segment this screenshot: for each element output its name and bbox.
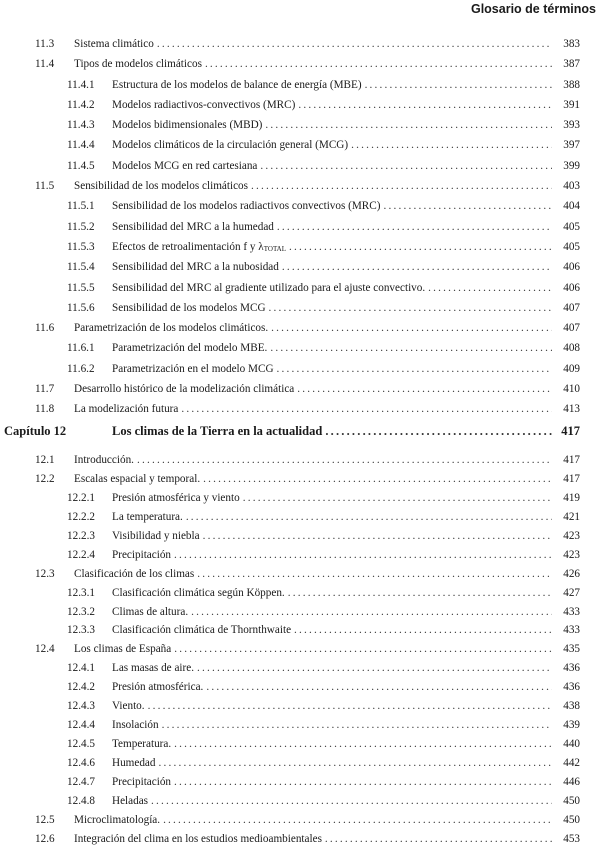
leader-dots (181, 403, 552, 415)
entry-title (112, 492, 240, 504)
entry-title-text: Modelos radiactivos-convectivos (MRC) (112, 98, 296, 111)
entry-title-text: Tipos de modelos climáticos (74, 58, 202, 71)
entry-page: 435 (563, 643, 580, 656)
entry-title-text: Parametrización de los modelos climáticos. (74, 322, 269, 335)
entry-number: 12.4.1 (67, 662, 95, 675)
entry-page: 410 (563, 383, 580, 396)
entry-number: 11.4.5 (67, 159, 95, 172)
leader-dots (277, 221, 552, 233)
entry-title (112, 795, 148, 807)
leader-dots (243, 492, 552, 504)
chapter-number: Capítulo 12 (4, 424, 67, 438)
toc-entry[interactable] (0, 719, 600, 738)
entry-page: 433 (563, 605, 580, 618)
entry-title (112, 606, 188, 618)
entry-page: 440 (563, 738, 580, 751)
entry-title-text: Sensibilidad de los modelos radiactivos convectivos (MRC) (112, 200, 381, 213)
entry-page: 426 (563, 567, 580, 580)
entry-title-text: Climas de altura. (112, 605, 189, 618)
leader-dots (383, 200, 552, 212)
entry-page: 403 (563, 180, 580, 193)
entry-title (112, 757, 156, 769)
entry-number: 11.6.1 (67, 342, 95, 355)
chapter-title: Los climas de la Tierra en la actualidad (112, 424, 323, 438)
entry-number: 12.2.2 (67, 510, 95, 523)
entry-page: 450 (563, 794, 580, 807)
entry-title (74, 403, 178, 415)
toc-entry[interactable] (0, 342, 600, 362)
entry-title (112, 282, 425, 294)
entry-page: 405 (563, 220, 580, 233)
leader-dots (197, 568, 552, 580)
entry-title (112, 139, 348, 151)
toc-entry[interactable] (0, 795, 600, 814)
entry-page: 409 (563, 362, 580, 375)
leader-dots (271, 322, 552, 334)
entry-page: 404 (563, 200, 580, 213)
entry-number: 11.8 (35, 403, 55, 416)
toc-entry[interactable] (0, 511, 600, 530)
toc-entry[interactable] (0, 99, 600, 119)
entry-page: 436 (563, 662, 580, 675)
entry-title (74, 322, 268, 334)
entry-title (74, 643, 171, 655)
entry-title-text: Modelos MCG en red cartesiana (112, 159, 258, 172)
entry-title-text: Clasificación climática según Köppen. (112, 586, 285, 599)
entry-title (74, 568, 194, 580)
entry-title (112, 530, 200, 542)
entry-title (74, 814, 160, 826)
toc-entry[interactable] (0, 403, 600, 423)
entry-page: 446 (563, 775, 580, 788)
entry-number: 11.7 (35, 383, 55, 396)
entry-number: 12.2 (35, 472, 55, 485)
entry-title (112, 342, 267, 354)
entry-number: 12.4.6 (67, 757, 95, 769)
entry-title-text: Sistema climático (74, 38, 154, 50)
entry-page: 405 (563, 240, 580, 253)
entry-page: 450 (563, 813, 580, 826)
entry-title-text: La modelización futura (74, 403, 179, 416)
leader-dots (251, 180, 552, 192)
toc-entry[interactable] (0, 282, 600, 302)
entry-title (74, 454, 134, 466)
entry-number: 12.4.5 (67, 738, 95, 751)
entry-title-text: Heladas (112, 794, 149, 807)
leader-dots (206, 681, 552, 693)
toc-entry[interactable] (0, 363, 600, 383)
entry-title (112, 302, 266, 314)
entry-number: 12.4.8 (67, 794, 95, 807)
leader-dots (137, 454, 552, 466)
entry-title-text: Presión atmosférica. (112, 681, 204, 694)
entry-title-text: Sensibilidad del MRC al gradiente utilizado para el ajuste convectivo. (112, 281, 426, 294)
entry-number: 12.5 (35, 813, 55, 826)
toc-entry[interactable] (0, 261, 600, 281)
entry-page: 436 (563, 681, 580, 694)
entry-number: 11.5.4 (67, 261, 95, 274)
entry-page: 407 (563, 301, 580, 314)
entry-title-text: Las masas de aire. (112, 662, 195, 675)
entry-number: 11.6.2 (67, 362, 95, 375)
toc-entry[interactable] (0, 119, 600, 139)
toc-entry[interactable] (0, 79, 600, 99)
entry-number: 11.4 (35, 58, 55, 71)
entry-number: 12.6 (35, 832, 55, 845)
entry-page: 406 (563, 281, 580, 294)
leader-dots (428, 282, 552, 294)
toc-entry[interactable] (0, 587, 600, 606)
entry-page: 423 (563, 529, 580, 542)
entry-number: 11.4.2 (67, 98, 95, 111)
entry-title (112, 719, 159, 731)
entry-page: 433 (563, 624, 580, 637)
entry-title (112, 511, 183, 523)
leader-dots (174, 643, 552, 655)
toc-section-11 (0, 38, 600, 424)
entry-title (112, 79, 362, 91)
entry-number: 11.4.3 (67, 119, 95, 132)
entry-title-text: Efectos de retroalimentación f y λ (112, 240, 264, 253)
entry-title-text: Sensibilidad de los modelos climáticos (74, 180, 249, 193)
leader-dots (186, 511, 552, 523)
running-header: Glosario de términos (470, 2, 596, 16)
entry-page: 439 (563, 719, 580, 732)
toc-entry[interactable] (0, 139, 600, 159)
leader-dots (203, 530, 552, 542)
entry-number: 12.2.3 (67, 529, 95, 542)
entry-title-text: Desarrollo histórico de la modelización climática (74, 383, 295, 396)
toc-entry[interactable] (0, 606, 600, 625)
entry-title (112, 587, 285, 599)
entry-title (112, 738, 171, 750)
entry-title (74, 180, 248, 192)
entry-number: 12.4.3 (67, 700, 95, 713)
entry-page: 408 (563, 342, 580, 355)
leader-dots (148, 700, 552, 712)
toc-entry[interactable] (0, 38, 600, 58)
toc-entry[interactable] (0, 549, 600, 568)
entry-number: 12.4.4 (67, 719, 95, 732)
entry-title-text: Modelos bidimensionales (MBD) (112, 119, 263, 132)
entry-title-text: Parametrización en el modelo MCG (112, 362, 274, 375)
entry-number: 12.4 (35, 643, 55, 656)
entry-title-text: Visibilidad y niebla (112, 529, 200, 542)
leader-dots (191, 606, 552, 618)
entry-title (74, 383, 294, 395)
leader-dots (159, 757, 553, 769)
leader-dots (269, 302, 552, 314)
entry-title (74, 833, 322, 845)
entry-page: 407 (563, 322, 580, 335)
toc-entry[interactable] (0, 776, 600, 795)
entry-number: 11.5.1 (67, 200, 95, 213)
toc-entry[interactable] (0, 383, 600, 403)
entry-number: 12.4.7 (67, 775, 95, 788)
entry-title-text: Modelos climáticos de la circulación general (MCG) (112, 139, 349, 152)
entry-title (112, 549, 171, 561)
leader-dots (265, 119, 552, 131)
entry-title (112, 99, 295, 111)
entry-title-text: La temperatura. (112, 510, 183, 523)
toc-entry[interactable] (0, 700, 600, 719)
entry-title-text: Precipitación (112, 775, 172, 788)
leader-dots (163, 814, 552, 826)
toc-entry[interactable] (0, 814, 600, 833)
leader-dots (351, 139, 552, 151)
entry-number: 11.5.2 (67, 220, 95, 233)
leader-dots (203, 473, 552, 485)
entry-page: 417 (563, 472, 580, 485)
entry-number: 11.5.5 (67, 281, 95, 294)
toc-entry[interactable] (0, 681, 600, 700)
entry-number: 11.5.3 (67, 240, 95, 253)
entry-page: 423 (563, 548, 580, 561)
entry-title-text: Presión atmosférica y viento (112, 491, 240, 504)
entry-title (112, 700, 145, 712)
leader-dots (325, 833, 552, 845)
entry-number: 12.3.1 (67, 586, 95, 599)
entry-title (112, 261, 279, 273)
leader-dots (205, 58, 552, 70)
leader-dots (162, 719, 552, 731)
entry-page: 406 (563, 261, 580, 274)
entry-page: 391 (563, 98, 580, 111)
toc-entry[interactable] (0, 738, 600, 757)
entry-title (74, 473, 200, 485)
leader-dots (270, 342, 552, 354)
entry-page: 387 (563, 58, 580, 71)
leader-dots (289, 241, 552, 253)
entry-number: 11.6 (35, 322, 55, 335)
toc-entry[interactable] (0, 568, 600, 587)
leader-dots (174, 549, 552, 561)
entry-title (112, 624, 291, 636)
entry-title-text: Sensibilidad de los modelos MCG (112, 301, 266, 314)
toc-section-12 (0, 454, 600, 852)
entry-title-text: Humedad (112, 757, 156, 769)
entry-page: 421 (563, 510, 580, 523)
leader-dots (277, 363, 552, 375)
entry-title-text: Viento. (112, 700, 145, 713)
toc-entry[interactable] (0, 454, 600, 473)
toc-entry[interactable] (0, 492, 600, 511)
entry-title-text: Los climas de España (74, 643, 172, 656)
toc-entry[interactable] (0, 221, 600, 241)
chapter-page: 417 (561, 424, 580, 438)
toc-entry[interactable] (0, 643, 600, 662)
entry-number: 12.4.2 (67, 681, 95, 694)
toc-entry[interactable] (0, 624, 600, 643)
entry-page: 438 (563, 700, 580, 713)
toc-entry[interactable] (0, 302, 600, 322)
entry-number: 12.3.2 (67, 605, 95, 618)
entry-number: 12.3 (35, 567, 55, 580)
leader-dots (297, 383, 552, 395)
entry-title-text: Sensibilidad del MRC a la nubosidad (112, 261, 279, 274)
toc-entry[interactable] (0, 757, 600, 776)
toc-entry[interactable] (0, 473, 600, 492)
entry-title (112, 241, 286, 253)
entry-number: 11.4.4 (67, 139, 95, 152)
leader-dots (282, 261, 552, 273)
leader-dots (288, 587, 552, 599)
leader-dots (260, 160, 552, 172)
entry-title-text: Introducción. (74, 454, 134, 466)
toc-entry[interactable] (0, 180, 600, 200)
leader-dots (174, 776, 552, 788)
entry-title-text: Integración del clima en los estudios medioambientales (74, 832, 322, 845)
subscript: TOTAL (263, 244, 286, 253)
entry-number: 12.2.1 (67, 491, 95, 504)
leader-dots (197, 662, 552, 674)
entry-number: 11.4.1 (67, 78, 95, 91)
leader-dots (298, 99, 552, 111)
entry-number: 11.5.6 (67, 301, 95, 314)
entry-page: 397 (563, 139, 580, 152)
entry-page: 453 (563, 832, 580, 845)
entry-title-text: Sensibilidad del MRC a la humedad (112, 220, 274, 233)
entry-title-text: Estructura de los modelos de balance de energía (MBE) (112, 78, 362, 91)
entry-page: 399 (563, 159, 580, 172)
leader-dots (157, 38, 552, 50)
entry-title-text: Temperatura. (112, 738, 172, 751)
entry-title-text: Parametrización del modelo MBE. (112, 342, 268, 355)
entry-number: 11.3 (35, 38, 55, 50)
leader-dots (151, 795, 552, 807)
toc-entry[interactable] (0, 241, 600, 261)
entry-title-text: Escalas espacial y temporal. (74, 472, 201, 485)
entry-number: 12.3.3 (67, 624, 95, 637)
toc-entry[interactable] (0, 833, 600, 852)
toc-entry[interactable] (0, 662, 600, 681)
entry-page: 442 (563, 757, 580, 769)
entry-title (112, 662, 194, 674)
entry-number: 11.5 (35, 180, 55, 193)
toc-entry[interactable] (0, 160, 600, 180)
entry-page: 413 (563, 403, 580, 416)
entry-page: 427 (563, 586, 580, 599)
toc-entry[interactable] (0, 530, 600, 549)
entry-title (112, 221, 274, 233)
entry-page: 383 (563, 38, 580, 50)
entry-page: 393 (563, 119, 580, 132)
entry-title (112, 776, 171, 788)
entry-page: 417 (563, 454, 580, 466)
entry-title (112, 363, 274, 375)
toc-entry[interactable] (0, 58, 600, 78)
entry-title-text: Microclimatología. (74, 813, 161, 826)
entry-number: 12.2.4 (67, 548, 95, 561)
entry-title-text: Insolación (112, 719, 159, 732)
entry-number: 12.1 (35, 454, 55, 466)
entry-title (112, 200, 380, 212)
entry-title (74, 38, 154, 50)
leader-dots (294, 624, 552, 636)
entry-title (112, 160, 257, 172)
entry-title-text: Clasificación climática de Thornthwaite (112, 624, 292, 637)
entry-title-text: Precipitación (112, 548, 172, 561)
entry-title (74, 58, 202, 70)
entry-title-text: Clasificación de los climas (74, 567, 195, 580)
entry-page: 388 (563, 78, 580, 91)
toc-entry[interactable] (0, 200, 600, 220)
leader-dots (365, 79, 552, 91)
entry-title (112, 681, 203, 693)
entry-title (112, 119, 262, 131)
leader-dots (174, 738, 552, 750)
chapter-heading (0, 424, 600, 446)
leader-dots (325, 424, 552, 439)
toc-entry[interactable] (0, 322, 600, 342)
entry-page: 419 (563, 491, 580, 504)
